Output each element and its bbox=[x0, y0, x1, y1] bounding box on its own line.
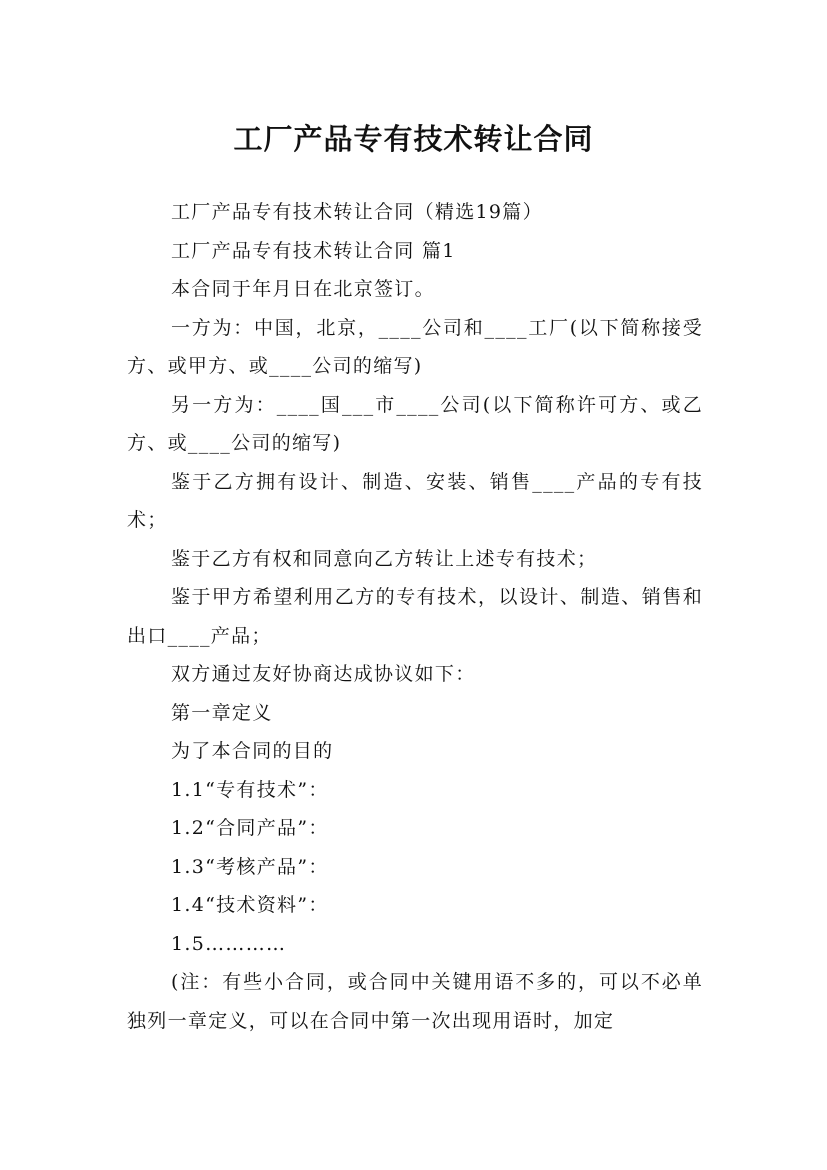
paragraph-purpose: 为了本合同的目的 bbox=[171, 740, 334, 762]
paragraph-agreement: 双方通过友好协商达成协议如下： bbox=[171, 663, 476, 685]
paragraph-chapter-heading: 第一章定义 bbox=[171, 701, 273, 724]
paragraph-collection-heading: 工厂产品专有技术转让合同（精选19篇） bbox=[171, 201, 543, 223]
paragraph-note: (注：有些小合同，或合同中关键用语不多的，可以不必单独列一章定义，可以在合同中第一次出现用语时，加定 bbox=[127, 971, 703, 1032]
paragraph-article-heading: 工厂产品专有技术转让合同 篇1 bbox=[171, 239, 456, 262]
paragraph-signing-place: 本合同于年月日在北京签订。 bbox=[171, 278, 435, 300]
paragraph-party-b: 另一方为：____国___市____公司(以下简称许可方、或乙方、或____公司的缩写) bbox=[127, 393, 703, 454]
paragraph-definition-1-4: 1.4“技术资料”： bbox=[171, 894, 329, 916]
paragraph-definition-1-5: 1.5………… bbox=[171, 932, 287, 955]
paragraph-whereas-3: 鉴于甲方希望利用乙方的专有技术，以设计、制造、销售和出口____产品； bbox=[127, 586, 703, 647]
paragraph-definition-1-2: 1.2“合同产品”： bbox=[171, 817, 329, 839]
paragraph-whereas-1: 鉴于乙方拥有设计、制造、安装、销售____产品的专有技术； bbox=[127, 470, 703, 531]
document-title: 工厂产品专有技术转让合同 bbox=[233, 122, 594, 157]
paragraph-definition-1-3: 1.3“考核产品”： bbox=[171, 855, 329, 878]
paragraph-whereas-2: 鉴于乙方有权和同意向乙方转让上述专有技术； bbox=[171, 547, 598, 570]
document-body bbox=[127, 193, 703, 1040]
paragraph-party-a: 一方为：中国，北京，____公司和____工厂(以下简称接受方、或甲方、或____公司的缩写) bbox=[127, 316, 703, 377]
paragraph-definition-1-1: 1.1“专有技术”： bbox=[171, 778, 329, 801]
